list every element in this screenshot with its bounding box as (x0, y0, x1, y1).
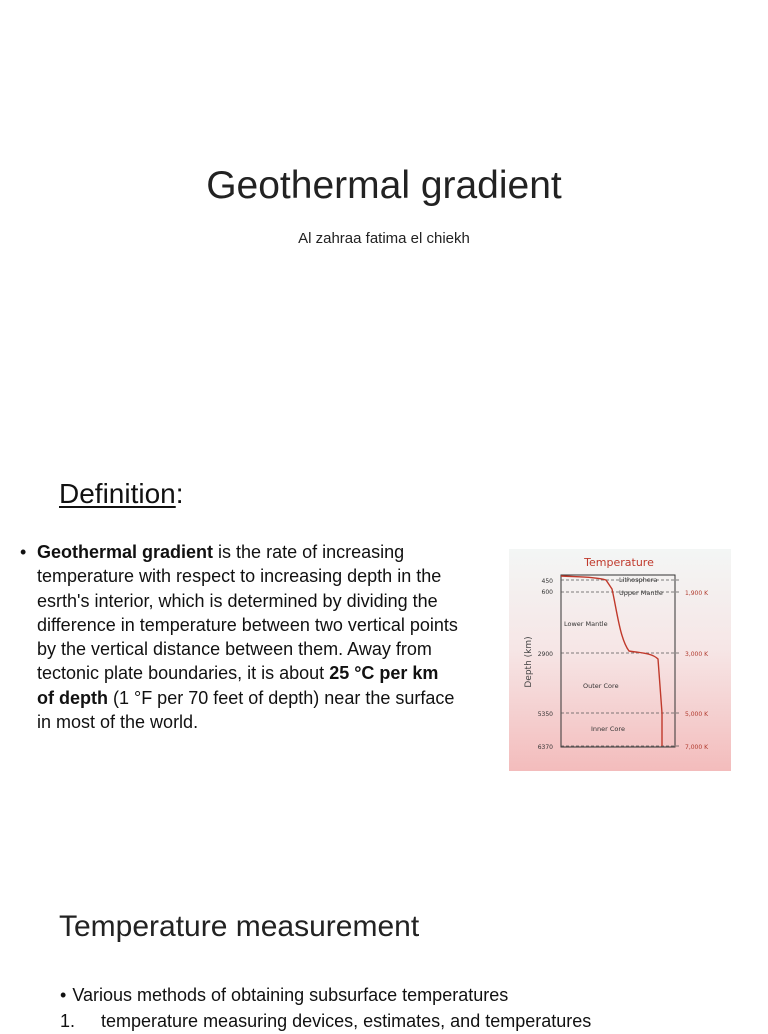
layer-label-lithosphera: Lithosphera (619, 576, 658, 584)
depth-tick-450: 450 (541, 578, 553, 585)
list-item (60, 982, 591, 1008)
depth-tick-6370: 6370 (537, 744, 553, 751)
temp-label-5000: 5,000 K (685, 711, 709, 718)
list-item (60, 1008, 591, 1034)
definition-term: Geothermal gradient (37, 542, 214, 562)
temperature-depth-diagram (509, 549, 731, 771)
definition-heading-colon: : (175, 478, 184, 509)
list-item-marker: 1. (60, 1011, 76, 1031)
definition-text-1: is the rate of increasing temperature with respect to increasing depth in the esrth's interior, which is determined by dividing the difference in temperature between two vertical points by the vertical distance between them. Away from tectonic plate boundaries, it is about (37, 542, 458, 684)
author-name: Al zahraa fatima el chiekh (298, 230, 470, 247)
temp-label-7000: 7,000 K (685, 744, 709, 751)
depth-tick-600: 600 (541, 589, 553, 596)
layer-label-upper-mantle: Upper Mantle (619, 589, 663, 597)
list-item-text: Various methods of obtaining subsurface temperatures (72, 985, 509, 1005)
definition-heading-text: Definition (59, 478, 176, 509)
depth-axis-label: Depth (km) (524, 636, 534, 688)
temp-label-3000: 3,000 K (685, 651, 709, 658)
layer-label-inner-core: Inner Core (591, 725, 625, 733)
temperature-measurement-heading: Temperature measurement (59, 910, 420, 943)
page-title: Geothermal gradient (206, 164, 562, 207)
definition-bullet (20, 540, 460, 734)
definition-paragraph (37, 540, 460, 734)
list-item-text: temperature measuring devices, estimates, and temperatures (101, 1011, 592, 1031)
definition-emphasis: 25 °C per km of depth (37, 663, 439, 708)
definition-text-2: (1 °F per 70 feet of depth) near the surface in most of the world. (37, 687, 455, 733)
list-item-marker: • (60, 985, 67, 1005)
layer-label-lower-mantle: Lower Mantle (564, 620, 608, 628)
measurement-list (60, 982, 591, 1034)
definition-heading (59, 478, 184, 510)
depth-tick-5350: 5350 (537, 711, 553, 718)
depth-tick-2900: 2900 (537, 651, 553, 658)
diagram-title: Temperature (584, 556, 654, 569)
bullet-dot: • (20, 542, 27, 562)
layer-label-outer-core: Outer Core (583, 682, 619, 690)
temp-label-1900: 1,900 K (685, 590, 709, 597)
